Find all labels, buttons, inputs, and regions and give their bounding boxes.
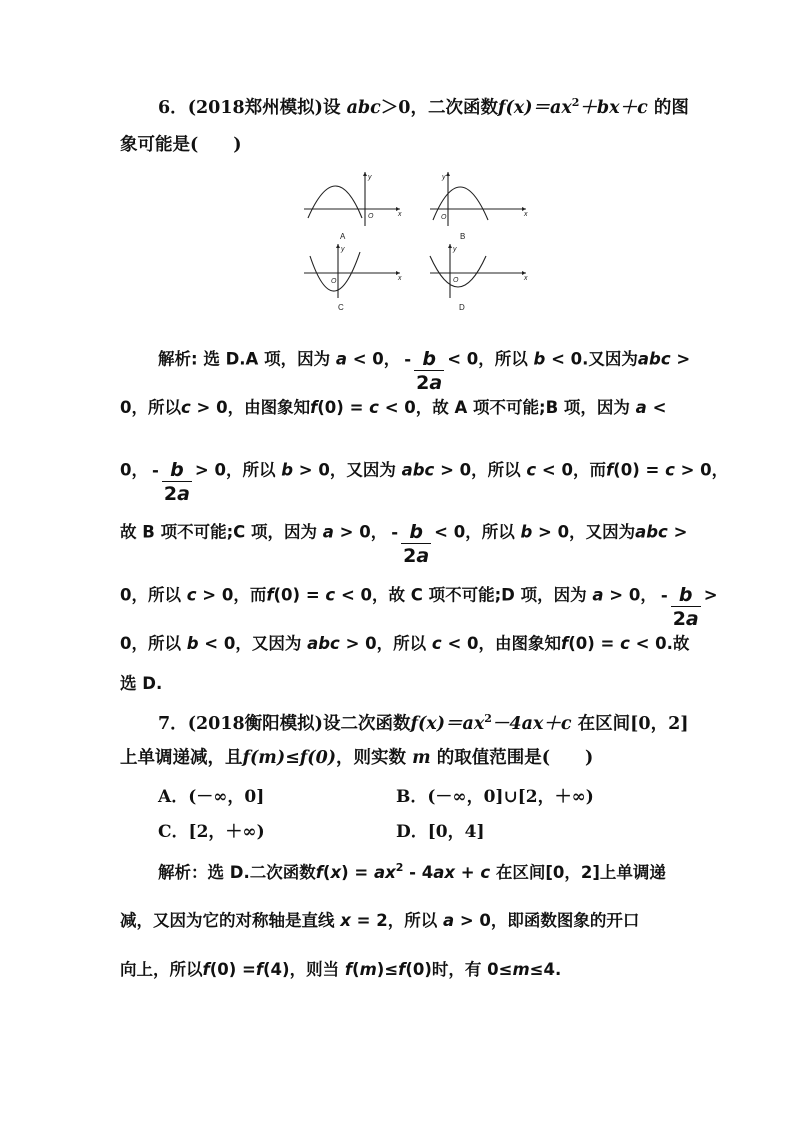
q6-text: 象可能是( ) (120, 135, 242, 155)
option-text: (－∞，0]∪[2，＋∞) (427, 787, 594, 807)
text: 2 (416, 372, 430, 394)
math-var: c (665, 460, 675, 480)
text: 在区间[0，2] (577, 714, 689, 734)
text: ) = (341, 863, 369, 882)
math-var: c (186, 585, 197, 605)
graph-d-y-arrow (448, 244, 452, 248)
math-var: c (620, 634, 630, 653)
text: 0， (120, 460, 148, 480)
sol7-line-1 (158, 861, 676, 885)
sol7-line-3 (120, 958, 676, 982)
text: (4)，则当 (263, 960, 340, 979)
graph-label-d: D (459, 303, 465, 312)
option-label: B． (396, 787, 428, 807)
graph-b-y-label: y (442, 174, 446, 181)
math-expr: f(m)≤f(0) (242, 748, 337, 768)
q7-function: f(x)＝ax (410, 714, 485, 734)
text: ，则实数 (336, 748, 407, 768)
math-var: m (359, 960, 377, 979)
q6-exponent: 2 (571, 96, 580, 109)
text: < 0，故 C 项不可能;D 项，因为 (340, 585, 587, 605)
math-var: a (416, 545, 430, 567)
text: - 4 (409, 863, 434, 882)
text: > 0，由图象知 (196, 398, 311, 417)
math-var: a (335, 349, 347, 369)
q6-function-rest: ＋bx＋c (579, 98, 648, 118)
graph-a-curve (308, 186, 362, 218)
math-var: abc (635, 522, 668, 542)
text: )≤ (376, 960, 399, 979)
q6-line-2 (120, 133, 676, 157)
sol6-line-6 (120, 632, 690, 656)
math-var: f (344, 960, 353, 979)
text: 0，所以 (120, 634, 181, 653)
math-var: abc (401, 460, 435, 480)
text: < 0，所以 (434, 522, 515, 542)
text: ( (322, 863, 331, 882)
math-var: ax (373, 863, 396, 882)
text: 0，所以 (120, 398, 181, 417)
graph-d-x-label: x (524, 275, 528, 282)
text: > 0， (339, 522, 388, 542)
math-var: a (177, 483, 190, 505)
text: > 0，而 (202, 585, 267, 605)
sol6-line-2 (120, 396, 676, 420)
math-var: c (431, 634, 442, 653)
math-var: f (310, 398, 318, 417)
fraction-denominator (671, 607, 701, 631)
text: > 0， (680, 460, 729, 480)
graph-c-y-arrow (336, 244, 340, 248)
graph-c-curve (310, 252, 360, 291)
math-var: c (526, 460, 537, 480)
parabola-graphs (300, 168, 534, 318)
solution-label: 解析 (158, 349, 191, 369)
text: < 0.又因为 (551, 349, 638, 369)
text: < 0，所以 (447, 349, 528, 369)
text: 选 D. (120, 674, 163, 693)
option-label: D． (396, 822, 428, 842)
q7-option-b (396, 785, 594, 809)
sol6-line-1: 解析: 选 D.A 项，因为 a < 0， - $\frac{b}{2a}$ < 0，所以 b < 0.又因为abc > (158, 348, 691, 394)
text: > 0，所以 (345, 634, 427, 653)
fraction-numerator: b (414, 349, 444, 371)
text: 向上，所以 (120, 960, 203, 979)
text: 在区间[0，2]上单调递 (495, 863, 666, 882)
graph-a-y-arrow (363, 172, 367, 176)
text: < 0，又因为 (204, 634, 302, 653)
graph-d-origin: O (453, 277, 459, 284)
solution-label: 解析 (158, 863, 191, 882)
text: (0) = (273, 585, 320, 605)
fraction (671, 585, 701, 631)
text: 减，又因为它的对称轴是直线 (120, 911, 335, 930)
q7-option-d (396, 820, 485, 844)
math-var: a (635, 398, 647, 417)
math-var: f (315, 863, 323, 882)
graph-a-x-label: x (398, 211, 402, 218)
q6-number: 6． (158, 98, 188, 118)
q7-option-c (158, 820, 265, 844)
math-var: b (520, 522, 533, 542)
option-text: [0，4] (427, 822, 485, 842)
math-var: f (398, 960, 406, 979)
math-var: a (592, 585, 604, 605)
option-text: (－∞，0] (188, 787, 265, 807)
math-var: m (512, 960, 530, 979)
text: < 0，而 (541, 460, 606, 480)
text: > 0，又因为 (538, 522, 636, 542)
q6-text: 设 (322, 98, 341, 118)
math-var: abc (637, 349, 671, 369)
text: = 2，所以 (356, 911, 438, 930)
math-var: c (325, 585, 336, 605)
fraction (401, 522, 431, 568)
text: (0) = (568, 634, 615, 653)
fraction-denominator (162, 482, 192, 506)
graph-label-c: C (338, 303, 344, 312)
fraction (414, 349, 444, 395)
text: ( (352, 960, 360, 979)
text: > 0，所以 (194, 460, 276, 480)
text: (0)时，有 0≤ (405, 960, 513, 979)
math-var: abc (307, 634, 340, 653)
text: 选 D.A 项，因为 (203, 349, 331, 369)
text: 2 (163, 483, 178, 505)
q6-text: ＞0，二次函数 (380, 98, 498, 118)
q6-text: 的图 (653, 98, 689, 118)
q7-line-1 (158, 712, 689, 736)
text: + (460, 863, 475, 882)
text: 设二次函数 (322, 714, 411, 734)
q6-source: (2018郑州模拟) (187, 98, 323, 118)
text: ：选 D.二次函数 (191, 863, 316, 882)
text: (0) = (317, 398, 364, 417)
sol7-line-2 (120, 909, 676, 933)
math-var: a (322, 522, 334, 542)
math-var: b (186, 634, 199, 653)
exponent: 2 (395, 861, 404, 874)
fraction-denominator (414, 371, 444, 395)
option-text: [2，＋∞) (188, 822, 265, 842)
math-var: m (412, 748, 431, 768)
option-label: C． (158, 822, 189, 842)
q7-option-a (158, 785, 264, 809)
graph-label-a: A (340, 232, 346, 241)
text: < (652, 398, 667, 417)
text: < 0，由图象知 (447, 634, 561, 653)
q6-figure (300, 168, 534, 318)
graph-a-y-label: y (368, 174, 372, 181)
math-var: a (442, 911, 455, 930)
fraction-denominator (401, 544, 431, 568)
graph-d-y-label: y (453, 246, 457, 253)
math-var: b (281, 460, 294, 480)
graph-b-x-label: x (524, 211, 528, 218)
minus-sign: - (151, 460, 159, 480)
math-var: c (369, 398, 379, 417)
graph-c-origin: O (331, 278, 337, 285)
text: ≤4. (529, 960, 562, 979)
text: > 0，又因为 (298, 460, 396, 480)
text: (0) = (209, 960, 256, 979)
math-var: f (266, 585, 274, 605)
sol6-line-3 (120, 448, 729, 505)
graph-c-x-label: x (398, 275, 402, 282)
q7-line-2 (120, 746, 676, 770)
math-var: a (685, 608, 699, 630)
fraction-numerator: b (401, 522, 431, 544)
minus-sign: - (660, 585, 668, 605)
sol6-line-5 (120, 573, 718, 630)
text: 2 (672, 608, 686, 630)
text: > 0， (609, 585, 657, 605)
q7-source: (2018衡阳模拟) (187, 714, 323, 734)
q6-condition: abc (346, 98, 381, 118)
minus-sign: - (404, 349, 412, 369)
text: < 0.故 (635, 634, 690, 653)
minus-sign: - (391, 522, 399, 542)
text: > 0，即函数图象的开口 (459, 911, 640, 930)
text: 0，所以 (120, 585, 181, 605)
q7-function-rest: －4ax＋c (491, 714, 572, 734)
graph-label-b: B (460, 232, 466, 241)
fraction-numerator: b (162, 460, 192, 482)
text: < 0， (352, 349, 401, 369)
fraction-numerator: b (671, 585, 701, 607)
graph-c-y-label: y (341, 246, 345, 253)
math-var: f (605, 460, 614, 480)
text: > (703, 585, 718, 605)
sol6-line-7 (120, 672, 676, 696)
q7-exponent: 2 (484, 712, 492, 725)
text: 2 (403, 545, 417, 567)
graph-b-origin: O (441, 214, 447, 221)
text: 的取值范围是( ) (436, 748, 594, 768)
text: < 0，故 A 项不可能;B 项，因为 (384, 398, 630, 417)
option-label: A． (158, 787, 189, 807)
text: 上单调递减，且 (120, 748, 243, 768)
text: > (676, 349, 691, 369)
fraction (162, 460, 192, 506)
math-var: x (340, 911, 351, 930)
text: > (673, 522, 688, 542)
math-var: a (429, 372, 443, 394)
math-var: x (330, 863, 342, 882)
q6-function: f(x)＝ax (497, 98, 572, 118)
text: > 0，所以 (440, 460, 521, 480)
math-var: f (202, 960, 210, 979)
sol6-line-4 (120, 510, 688, 567)
math-var: f (255, 960, 264, 979)
text: (0) = (613, 460, 660, 480)
q7-number: 7． (158, 714, 188, 734)
math-var: f (561, 634, 569, 653)
q6-line-1 (158, 96, 689, 120)
math-var: ax (433, 863, 456, 882)
graph-b-y-arrow (446, 172, 450, 176)
text: 故 B 项不可能;C 项，因为 (120, 522, 318, 542)
graph-a-origin: O (368, 213, 374, 220)
math-var: b (533, 349, 546, 369)
math-var: c (180, 398, 191, 417)
math-var: c (480, 863, 491, 882)
